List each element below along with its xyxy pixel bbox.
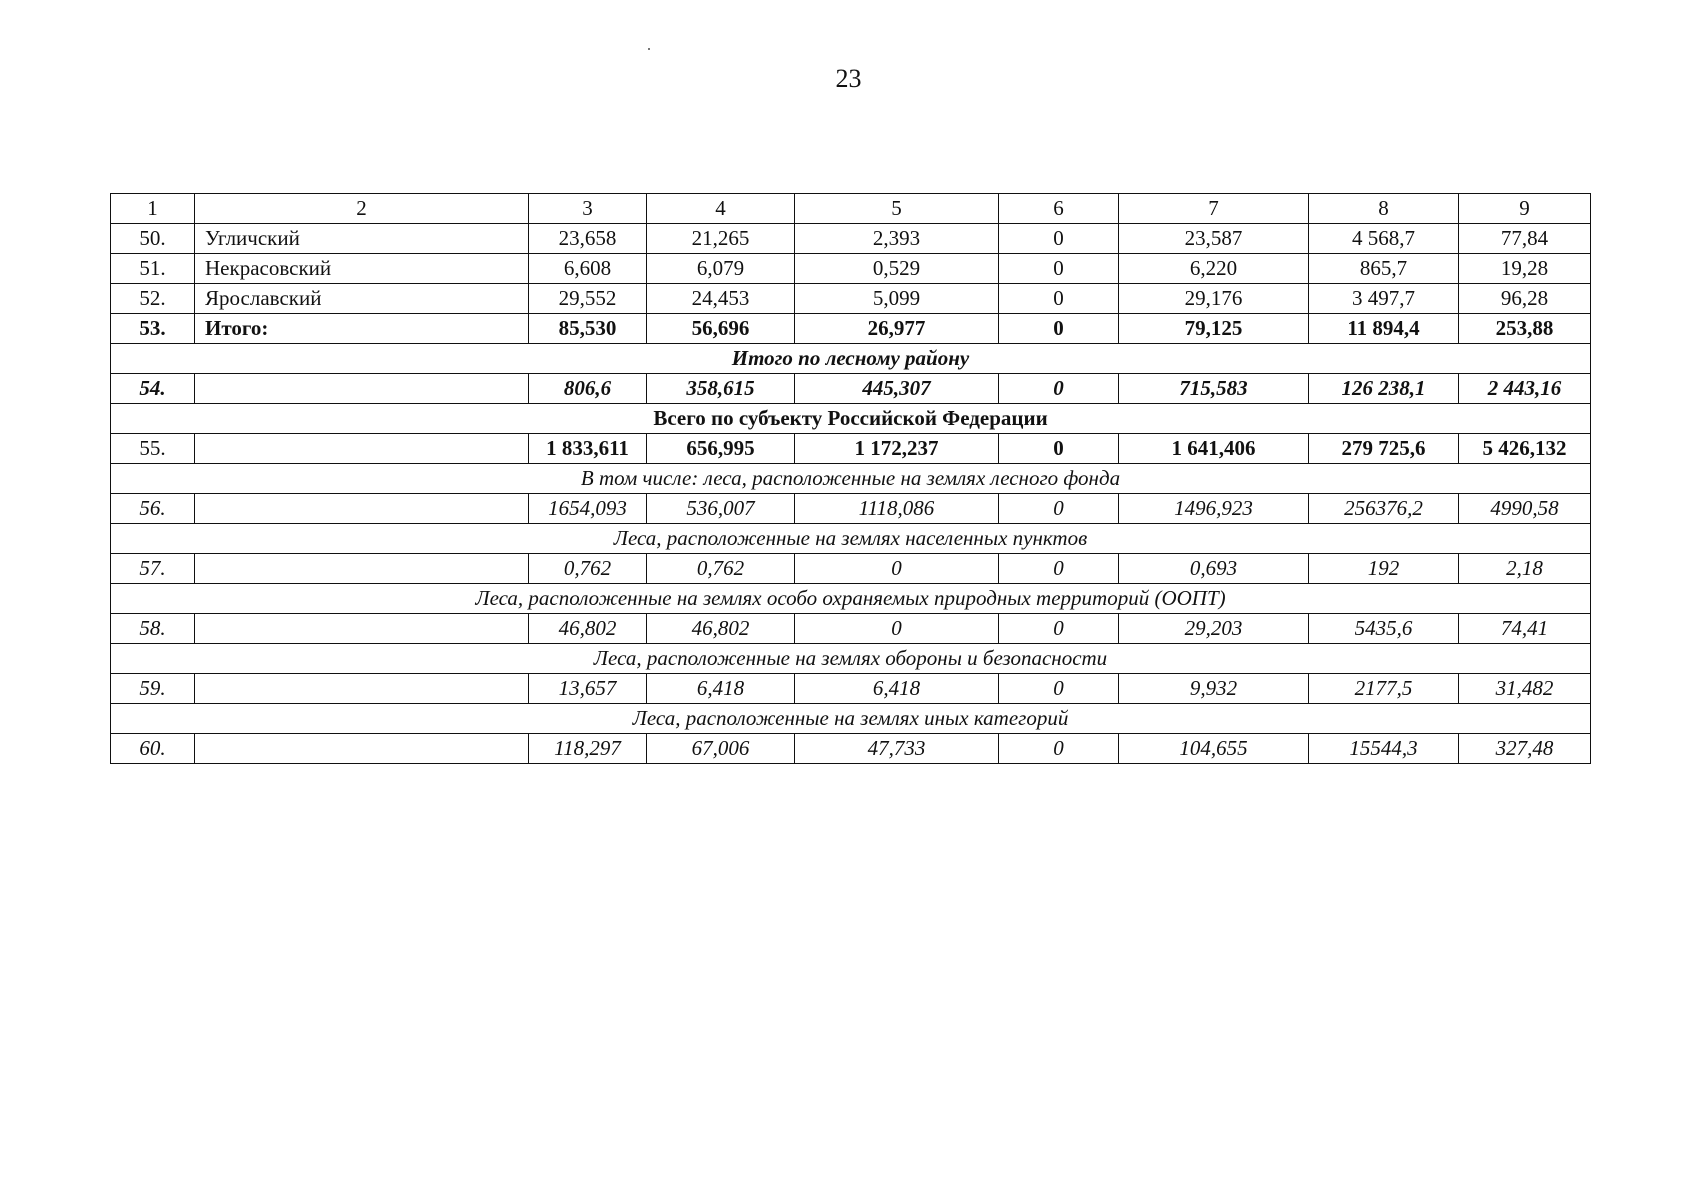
cell-col4: 536,007: [647, 494, 795, 524]
column-number: 3: [529, 194, 647, 224]
table-row: [111, 254, 1591, 284]
cell-col9: 2 443,16: [1459, 374, 1591, 404]
column-number: 8: [1309, 194, 1459, 224]
cell-col7: 9,932: [1119, 674, 1309, 704]
column-number: 9: [1459, 194, 1591, 224]
cell-col9: 19,28: [1459, 254, 1591, 284]
district-name: [195, 614, 529, 644]
cell-col6: 0: [999, 614, 1119, 644]
cell-col6: 0: [999, 284, 1119, 314]
district-name: [195, 374, 529, 404]
cell-col5: 0,529: [795, 254, 999, 284]
cell-col8: 15544,3: [1309, 734, 1459, 764]
cell-col8: 192: [1309, 554, 1459, 584]
cell-col9: 96,28: [1459, 284, 1591, 314]
table-row: [111, 224, 1591, 254]
cell-col8: 865,7: [1309, 254, 1459, 284]
cell-col9: 4990,58: [1459, 494, 1591, 524]
section-row: [111, 464, 1591, 494]
cell-col5: 445,307: [795, 374, 999, 404]
section-row: [111, 524, 1591, 554]
cell-col3: 13,657: [529, 674, 647, 704]
cell-col4: 6,079: [647, 254, 795, 284]
section-heading: В том числе: леса, расположенные на землях лесного фонда: [111, 464, 1591, 494]
cell-col3: 118,297: [529, 734, 647, 764]
cell-col8: 256376,2: [1309, 494, 1459, 524]
district-name: Некрасовский: [195, 254, 529, 284]
column-number: 1: [111, 194, 195, 224]
cell-col6: 0: [999, 434, 1119, 464]
cell-col4: 21,265: [647, 224, 795, 254]
cell-col9: 77,84: [1459, 224, 1591, 254]
district-name: [195, 674, 529, 704]
table-row: [111, 734, 1591, 764]
cell-col6: 0: [999, 224, 1119, 254]
cell-col3: 1654,093: [529, 494, 647, 524]
cell-col5: 2,393: [795, 224, 999, 254]
cell-col8: 279 725,6: [1309, 434, 1459, 464]
cell-col9: 74,41: [1459, 614, 1591, 644]
page-number: 23: [835, 64, 862, 93]
section-row: [111, 344, 1591, 374]
column-number: 6: [999, 194, 1119, 224]
cell-col7: 23,587: [1119, 224, 1309, 254]
cell-col5: 0: [795, 614, 999, 644]
total-label: Итого:: [195, 314, 529, 344]
cell-col9: 2,18: [1459, 554, 1591, 584]
cell-col6: 0: [999, 374, 1119, 404]
cell-col4: 67,006: [647, 734, 795, 764]
cell-col8: 4 568,7: [1309, 224, 1459, 254]
cell-col9: 327,48: [1459, 734, 1591, 764]
section-row: [111, 704, 1591, 734]
section-heading: Леса, расположенные на землях иных категорий: [111, 704, 1591, 734]
cell-col7: 79,125: [1119, 314, 1309, 344]
cell-col7: 104,655: [1119, 734, 1309, 764]
row-number: 56.: [111, 494, 195, 524]
total-row: [111, 314, 1591, 344]
cell-col3: 0,762: [529, 554, 647, 584]
cell-col3: 46,802: [529, 614, 647, 644]
region-total-row: [111, 434, 1591, 464]
section-heading: Леса, расположенные на землях обороны и безопасности: [111, 644, 1591, 674]
district-name: [195, 434, 529, 464]
section-heading: Леса, расположенные на землях особо охраняемых природных территорий (ООПТ): [111, 584, 1591, 614]
cell-col7: 29,176: [1119, 284, 1309, 314]
cell-col7: 29,203: [1119, 614, 1309, 644]
column-number-row: [111, 194, 1591, 224]
cell-col8: 2177,5: [1309, 674, 1459, 704]
scan-speck: [648, 48, 650, 50]
row-number: 58.: [111, 614, 195, 644]
district-name: Угличский: [195, 224, 529, 254]
table-row: [111, 614, 1591, 644]
table-row: [111, 284, 1591, 314]
cell-col6: 0: [999, 254, 1119, 284]
cell-col4: 656,995: [647, 434, 795, 464]
section-heading: Итого по лесному району: [111, 344, 1591, 374]
cell-col3: 29,552: [529, 284, 647, 314]
cell-col7: 1 641,406: [1119, 434, 1309, 464]
row-number: 52.: [111, 284, 195, 314]
row-number: 54.: [111, 374, 195, 404]
forest-district-total-row: [111, 374, 1591, 404]
row-number: 59.: [111, 674, 195, 704]
section-row: [111, 644, 1591, 674]
cell-col3: 806,6: [529, 374, 647, 404]
column-number: 5: [795, 194, 999, 224]
cell-col7: 1496,923: [1119, 494, 1309, 524]
cell-col6: 0: [999, 734, 1119, 764]
cell-col4: 6,418: [647, 674, 795, 704]
cell-col3: 23,658: [529, 224, 647, 254]
cell-col5: 0: [795, 554, 999, 584]
row-number: 55.: [111, 434, 195, 464]
cell-col5: 1118,086: [795, 494, 999, 524]
cell-col6: 0: [999, 674, 1119, 704]
cell-col7: 6,220: [1119, 254, 1309, 284]
cell-col8: 11 894,4: [1309, 314, 1459, 344]
cell-col5: 26,977: [795, 314, 999, 344]
section-row: [111, 404, 1591, 434]
cell-col9: 31,482: [1459, 674, 1591, 704]
cell-col5: 6,418: [795, 674, 999, 704]
cell-col6: 0: [999, 314, 1119, 344]
row-number: 53.: [111, 314, 195, 344]
cell-col4: 0,762: [647, 554, 795, 584]
cell-col8: 126 238,1: [1309, 374, 1459, 404]
cell-col4: 358,615: [647, 374, 795, 404]
cell-col3: 85,530: [529, 314, 647, 344]
row-number: 51.: [111, 254, 195, 284]
cell-col8: 5435,6: [1309, 614, 1459, 644]
cell-col3: 6,608: [529, 254, 647, 284]
section-heading: Всего по субъекту Российской Федерации: [111, 404, 1591, 434]
district-name: [195, 554, 529, 584]
table-row: [111, 674, 1591, 704]
cell-col5: 47,733: [795, 734, 999, 764]
column-number: 4: [647, 194, 795, 224]
cell-col7: 0,693: [1119, 554, 1309, 584]
column-number: 2: [195, 194, 529, 224]
section-heading: Леса, расположенные на землях населенных пунктов: [111, 524, 1591, 554]
district-name: [195, 734, 529, 764]
cell-col4: 24,453: [647, 284, 795, 314]
district-name: Ярославский: [195, 284, 529, 314]
row-number: 60.: [111, 734, 195, 764]
cell-col3: 1 833,611: [529, 434, 647, 464]
district-name: [195, 494, 529, 524]
cell-col9: 5 426,132: [1459, 434, 1591, 464]
cell-col6: 0: [999, 554, 1119, 584]
cell-col8: 3 497,7: [1309, 284, 1459, 314]
table-row: [111, 554, 1591, 584]
section-row: [111, 584, 1591, 614]
row-number: 50.: [111, 224, 195, 254]
row-number: 57.: [111, 554, 195, 584]
cell-col4: 46,802: [647, 614, 795, 644]
cell-col5: 1 172,237: [795, 434, 999, 464]
forest-data-table: [110, 193, 1591, 764]
cell-col9: 253,88: [1459, 314, 1591, 344]
cell-col5: 5,099: [795, 284, 999, 314]
cell-col7: 715,583: [1119, 374, 1309, 404]
cell-col4: 56,696: [647, 314, 795, 344]
cell-col6: 0: [999, 494, 1119, 524]
table-row: [111, 494, 1591, 524]
column-number: 7: [1119, 194, 1309, 224]
